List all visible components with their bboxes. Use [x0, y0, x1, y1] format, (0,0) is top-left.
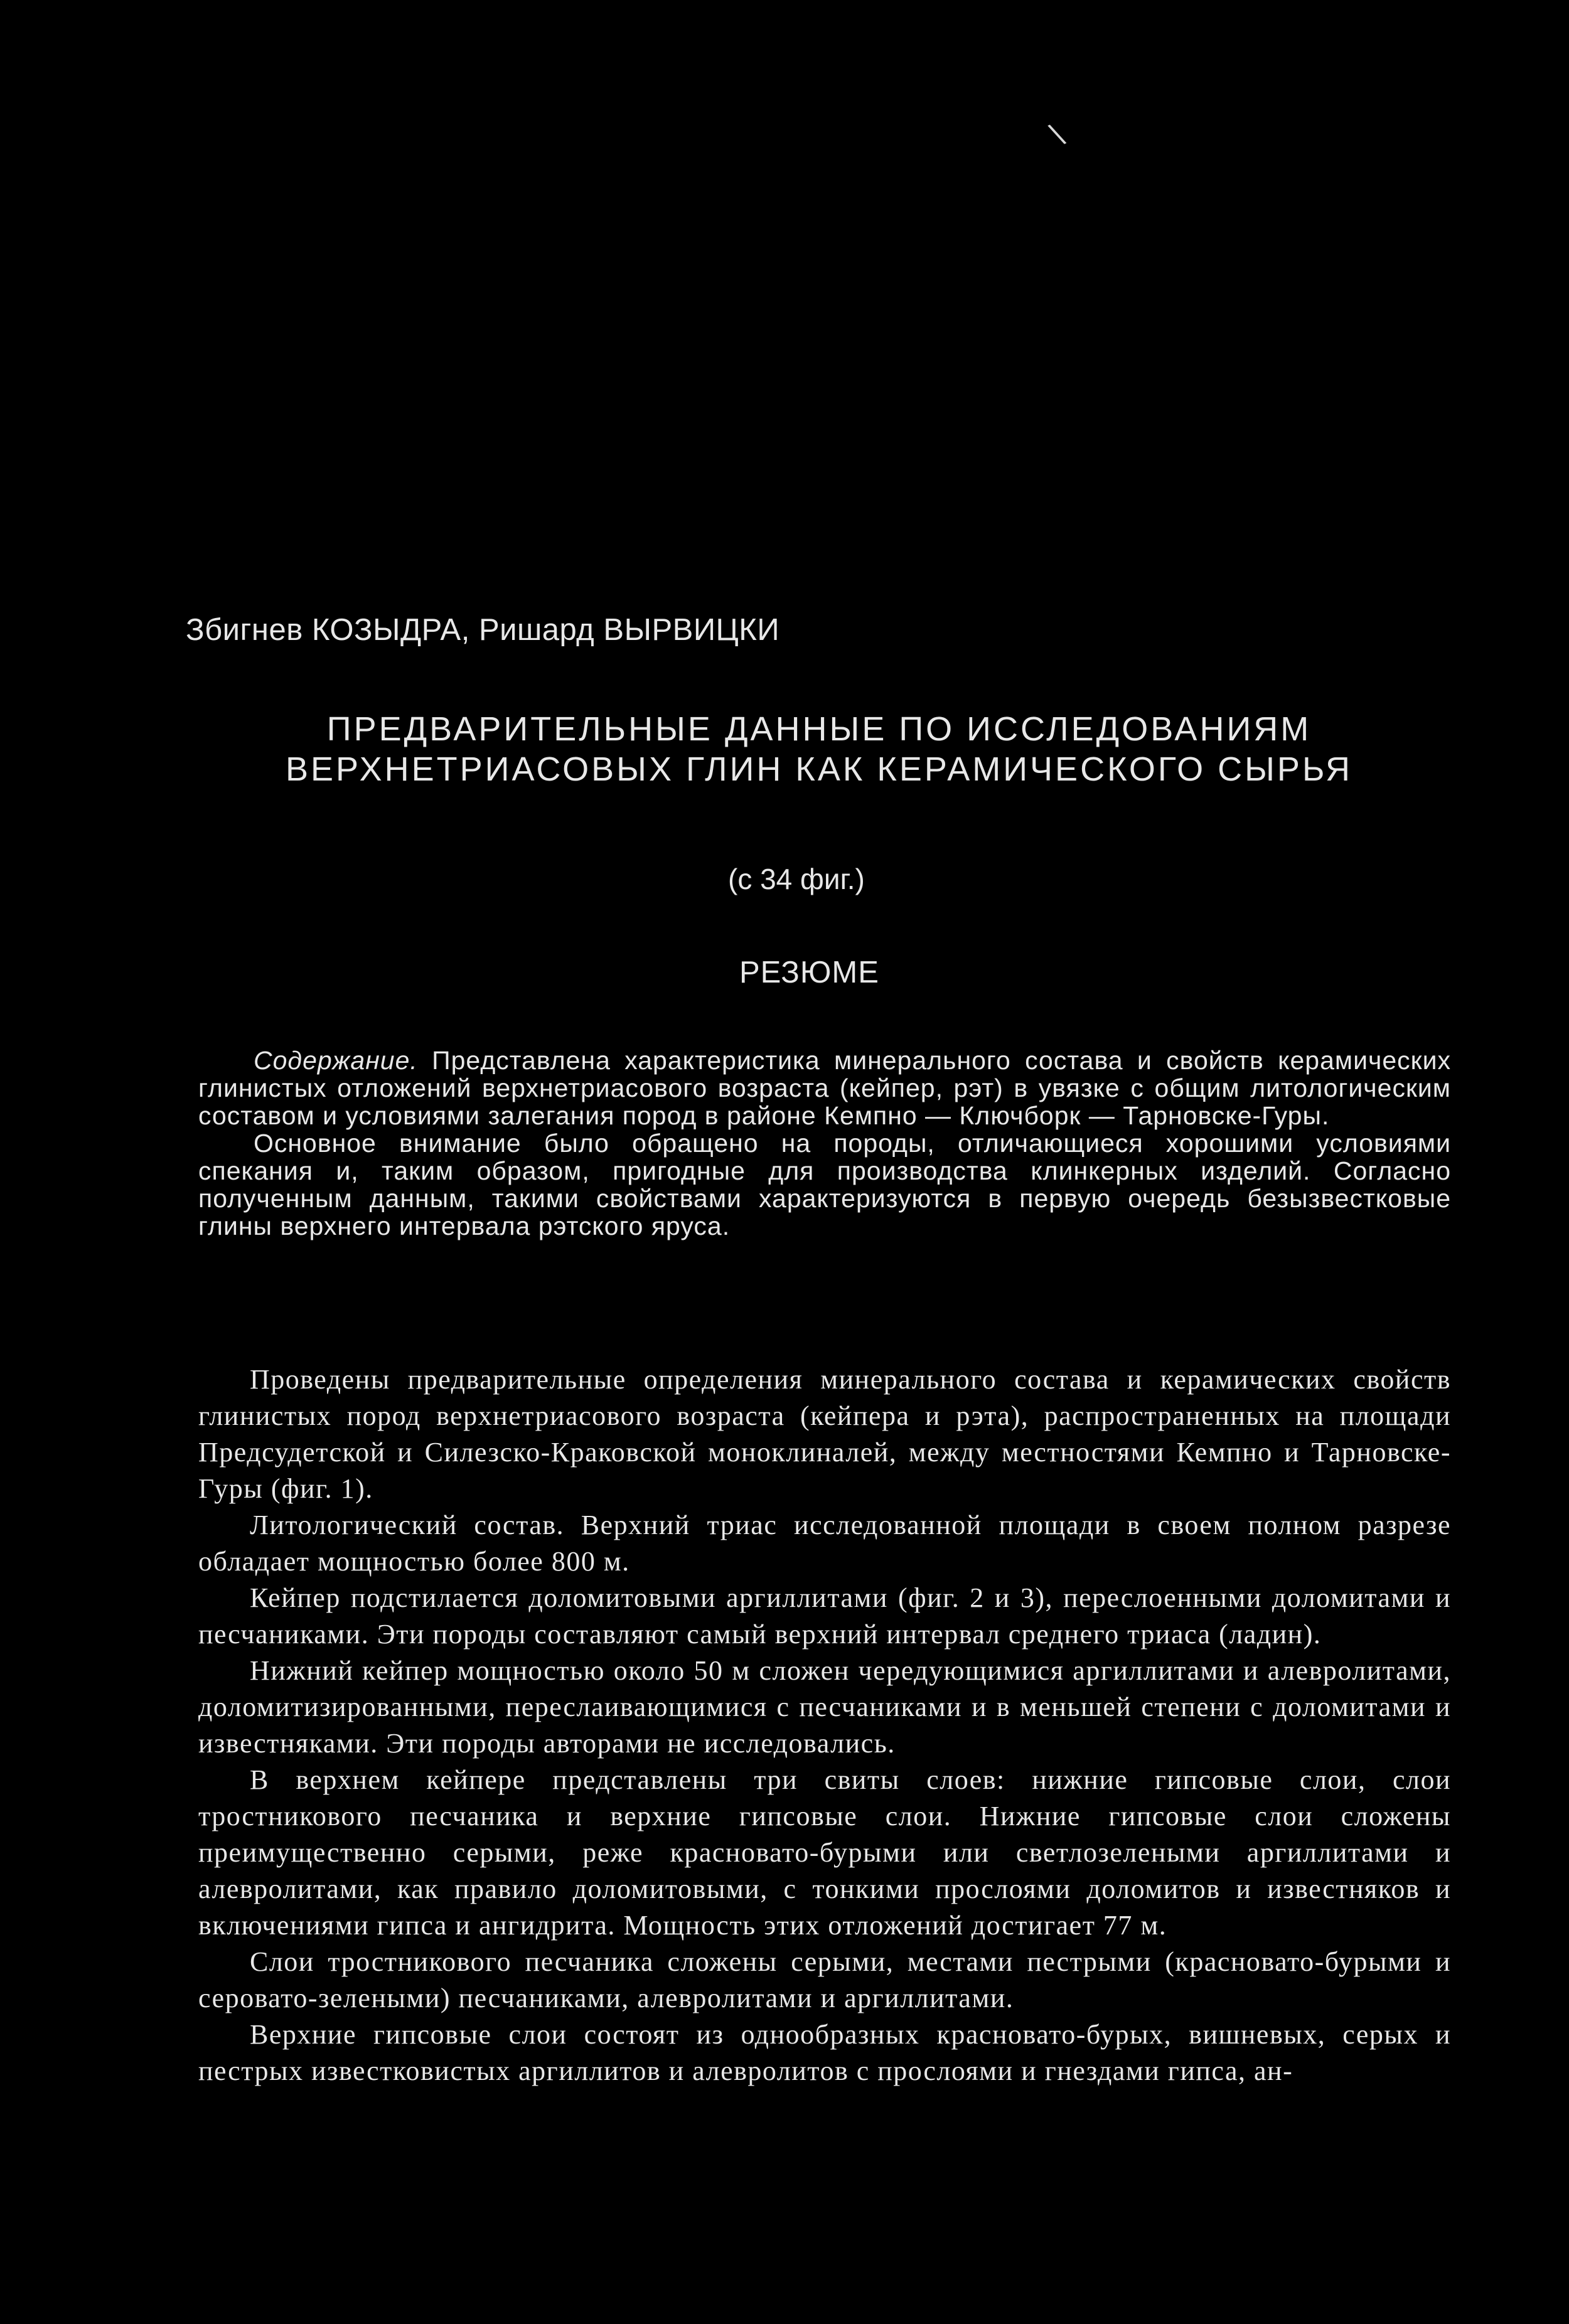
summary-text-1: Представлена характеристика минерального состава и свойств керамических глинистых отложений верхнетриасового возраста (кейпер, рэт) в увязке с общим литологическим составом и условиями залегания пород в районе Кемпно — Ключборк — Тарновске-Гуры.	[198, 1046, 1451, 1130]
summary-paragraph-2: Основное внимание было обращено на породы, отличающиеся хорошими условиями спекания и, таким образом, пригодные для производства клинкерных изделий. Согласно полученным данным, такими свойствами характеризуются в первую очередь безызвестковые глины верхнего интервала рэтского яруса.	[198, 1129, 1451, 1240]
title-line-2: ВЕРХНЕТРИАСОВЫХ ГЛИН КАК КЕРАМИЧЕСКОГО СЫРЬЯ	[286, 750, 1352, 788]
body-paragraph-1: Проведены предварительные определения минерального состава и керамических свойств глинистых пород верхнетриасового возраста (кейпера и рэта), распространенных на площади Предсудетской и Силезско-Краковской моноклиналей, между местностями Кемпно и Тарновске-Гуры (фиг. 1).	[198, 1364, 1451, 1504]
body-paragraph-4: Нижний кейпер мощностью около 50 м сложен чередующимися аргиллитами и алевролитами, доломитизированными, переслаивающимися с песчаниками и в меньшей степени с доломитами и известняками. Эти породы авторами не исследовались.	[198, 1655, 1451, 1759]
summary-block	[198, 1047, 1451, 1240]
body-paragraph-3: Кейпер подстилается доломитовыми аргиллитами (фиг. 2 и 3), переслоенными доломитами и песчаниками. Эти породы составляют самый верхний интервал среднего триаса (ладин).	[198, 1582, 1451, 1650]
authors: Збигнев КОЗЫДРА, Ришард ВЫРВИЦКИ	[186, 613, 780, 647]
body-paragraph-7: Верхние гипсовые слои состоят из однообразных красновато-бурых, вишневых, серых и пестрых известковистых аргиллитов и алевролитов с прослоями и гнездами гипса, ан-	[198, 2019, 1451, 2086]
body-paragraph-6: Слои тростникового песчаника сложены серыми, местами пестрыми (красновато-бурыми и серовато-зелеными) песчаниками, алевролитами и аргиллитами.	[198, 1946, 1451, 2013]
body-paragraph-2: Литологический состав. Верхний триас исследованной площади в своем полном разрезе обладает мощностью более 800 м.	[198, 1510, 1451, 1577]
corner-mark: \	[1045, 116, 1069, 151]
body-paragraph-5: В верхнем кейпере представлены три свиты слоев: нижние гипсовые слои, слои тростникового песчаника и верхние гипсовые слои. Нижние гипсовые слои сложены преимущественно серыми, реже красновато-бурыми или светлозелеными аргиллитами и алевролитами, как правило доломитовыми, с тонкими прослоями доломитов и известняков и включениями гипса и ангидрита. Мощность этих отложений достигает 77 м.	[198, 1764, 1451, 1941]
summary-label: Содержание.	[254, 1046, 418, 1075]
title-line-1: ПРЕДВАРИТЕЛЬНЫЕ ДАННЫЕ ПО ИССЛЕДОВАНИЯМ	[326, 710, 1312, 748]
resume-heading: РЕЗЮМЕ	[739, 956, 879, 989]
summary-paragraph-1	[198, 1047, 1451, 1129]
figures-note: (с 34 фиг.)	[728, 863, 865, 895]
article-title	[232, 709, 1406, 789]
body-text	[198, 1362, 1451, 2089]
